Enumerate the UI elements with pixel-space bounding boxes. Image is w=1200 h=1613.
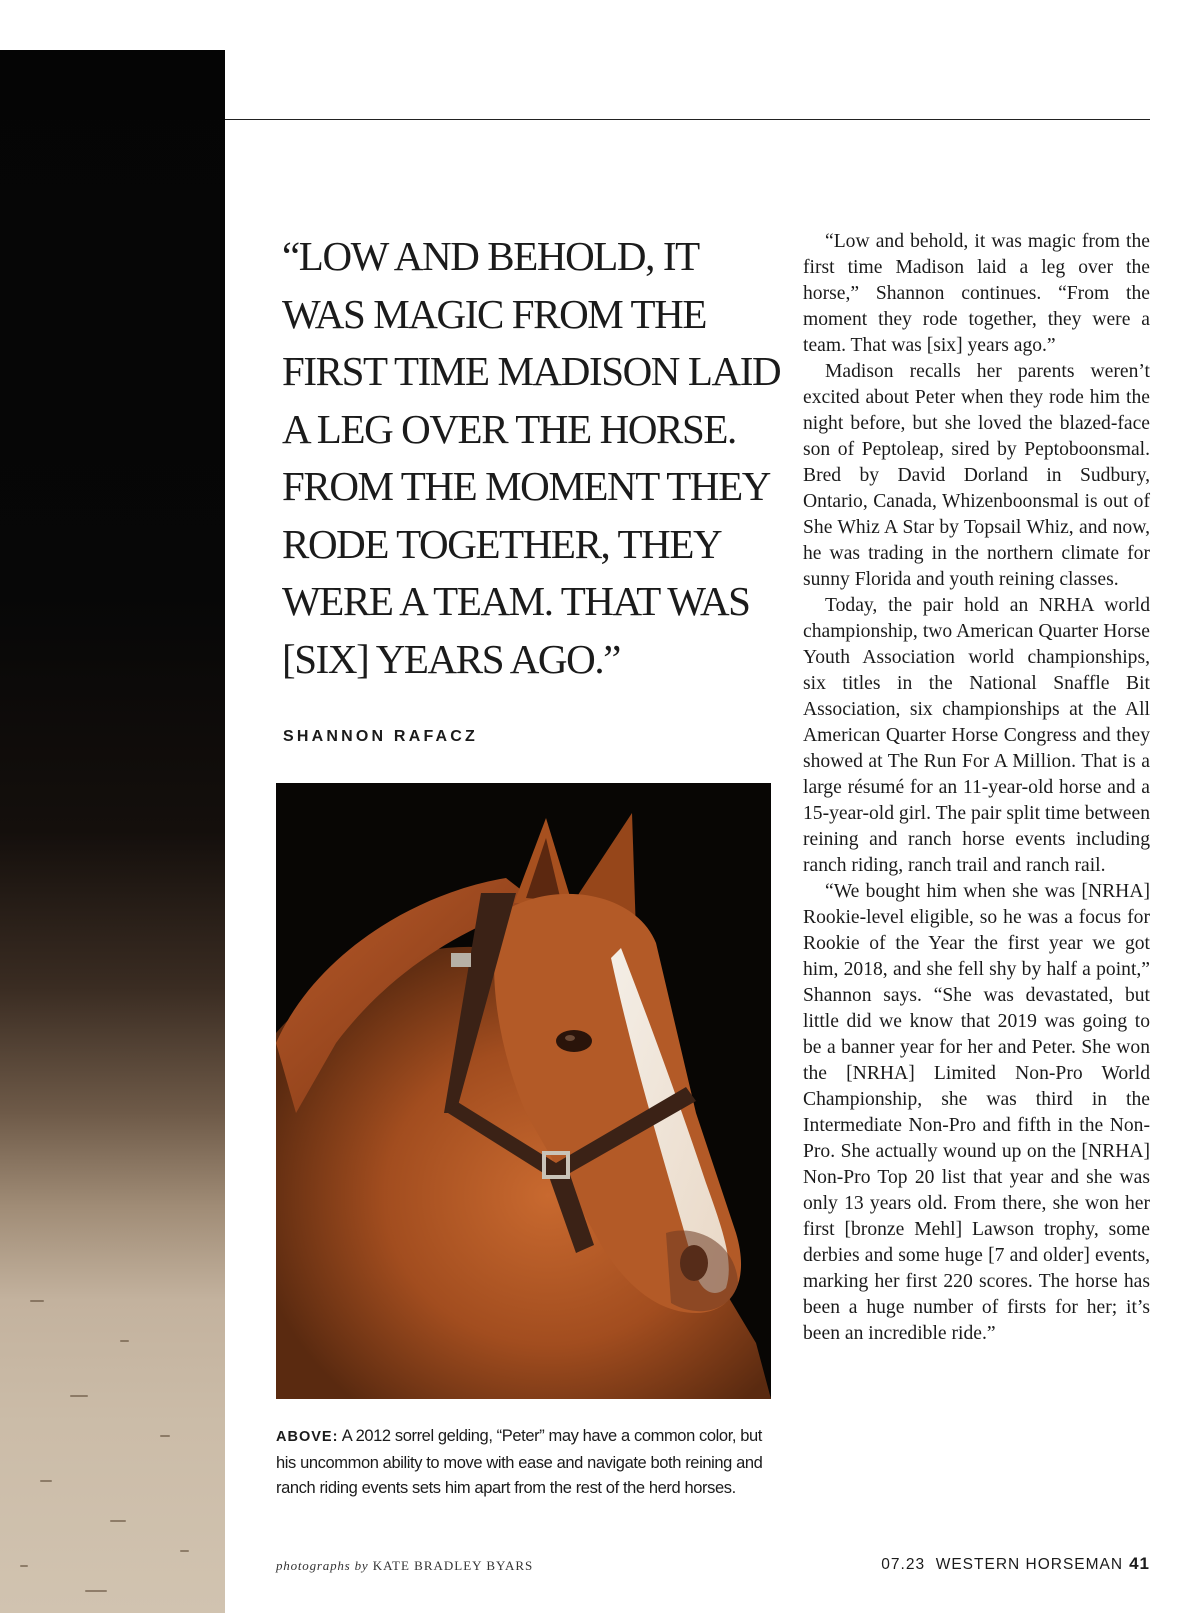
body-paragraph: “We bought him when she was [NRHA] Rookie-level eligible, so he was a focus for Rookie of the Year the first year we got him, 2018, and she fell shy by half a point,” Shannon says. “She was devastated, but little did we know that 2019 was going to be a banner year for her and Peter. She won the [NRHA] Limited Non-Pro World Championship, she was third in the Intermediate Non-Pro and fifth in the Non-Pro. She actually wound up on the [NRHA] Non-Pro Top 20 list that year and she was only 13 years old. From there, she won her first [bronze Mehl] Lawson trophy, some derbies and some huge [7 and older] events, marking her first 220 scores. The horse has been a huge number of firsts for her; it’s been an incredible ride.” xyxy=(803,881,1150,1344)
pull-quote: “LOW AND BEHOLD, IT WAS MAGIC FROM THE FIRST TIME MADISON LAID A LEG OVER THE HORSE. FROM THE MOMENT THEY RODE TOGETHER, THEY WERE A TEAM. THAT WAS [SIX] YEARS AGO.” xyxy=(282,233,781,682)
magazine-name: WESTERN HORSEMAN xyxy=(935,1556,1124,1573)
caption-lead: ABOVE: xyxy=(276,1429,339,1445)
photo-credit xyxy=(276,1558,533,1574)
page-number: 41 xyxy=(1129,1554,1150,1573)
body-paragraph: Today, the pair hold an NRHA world championship, two American Quarter Horse Youth Association world championships, six titles in the National Snaffle Bit Association, six championships at the All American Quarter Horse Congress and they showed at The Run For A Million. That is a large résumé for an 11-year-old horse and a 15-year-old girl. The pair split time between reining and ranch horse events including ranch riding, ranch trail and ranch rail. xyxy=(803,595,1150,876)
body-paragraph: Madison recalls her parents weren’t excited about Peter when they rode him the night before, but she loved the blazed-face son of Peptoleap, sired by Peptoboonsmal. Bred by David Dorland in Sudbury, Ontario, Canada, Whizenboonsmal is out of She Whiz A Star by Topsail Whiz, and now, he was trading in the northern climate for sunny Florida and youth reining classes. xyxy=(803,361,1150,590)
photo-credit-prefix: photographs by xyxy=(276,1558,369,1573)
issue-date: 07.23 xyxy=(881,1556,926,1573)
page-folio xyxy=(881,1554,1150,1574)
photo-credit-name: KATE BRADLEY BYARS xyxy=(372,1558,534,1573)
pull-quote-attribution: SHANNON RAFACZ xyxy=(283,728,479,745)
article-body xyxy=(803,229,1150,1347)
left-edge-photo xyxy=(0,50,225,1613)
photo-caption xyxy=(276,1424,771,1502)
horse-photo xyxy=(276,783,771,1399)
top-rule xyxy=(225,119,1150,120)
body-paragraph: “Low and behold, it was magic from the first time Madison laid a leg over the horse,” Shannon continues. “From the moment they rode together, they were a team. That was [six] years ago.” xyxy=(803,231,1150,356)
caption-text: A 2012 sorrel gelding, “Peter” may have a common color, but his uncommon ability to move with ease and navigate both reining and ranch riding events sets him apart from the rest of the herd horses. xyxy=(276,1427,763,1497)
